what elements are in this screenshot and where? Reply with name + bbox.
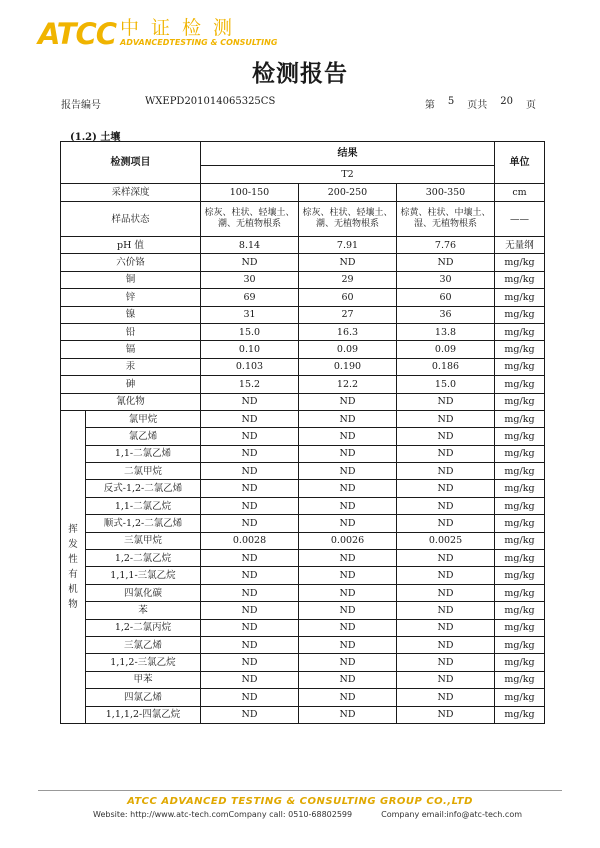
parameter-name: 铜 bbox=[61, 271, 201, 288]
unit-value: mg/kg bbox=[495, 463, 545, 480]
table-row bbox=[61, 237, 545, 254]
result-value: 15.2 bbox=[201, 376, 299, 393]
result-value: ND bbox=[201, 689, 299, 706]
result-value: ND bbox=[201, 445, 299, 462]
result-value: ND bbox=[397, 445, 495, 462]
result-value: ND bbox=[397, 567, 495, 584]
result-value: ND bbox=[397, 463, 495, 480]
result-value: 15.0 bbox=[201, 323, 299, 340]
unit-value: mg/kg bbox=[495, 428, 545, 445]
result-value: ND bbox=[201, 480, 299, 497]
result-value: ND bbox=[201, 254, 299, 271]
result-value: ND bbox=[299, 480, 397, 497]
unit-value: mg/kg bbox=[495, 393, 545, 410]
parameter-name: 汞 bbox=[61, 358, 201, 375]
result-value: 0.0025 bbox=[397, 532, 495, 549]
parameter-name: 1,1-二氯乙烯 bbox=[86, 445, 201, 462]
state-value: 棕灰、柱状、轻壤土、 潮、无植物根系 bbox=[201, 202, 299, 237]
page-mid: 页共 bbox=[467, 100, 488, 111]
table-row bbox=[61, 654, 545, 671]
table-row bbox=[61, 515, 545, 532]
depth-value: 100-150 bbox=[201, 184, 299, 202]
logo-english-name: ADVANCEDTESTING & CONSULTING bbox=[120, 38, 278, 47]
table-row bbox=[61, 341, 545, 358]
footer-divider bbox=[38, 790, 562, 791]
parameter-name: 锌 bbox=[61, 289, 201, 306]
result-value: ND bbox=[299, 654, 397, 671]
section-title: (1.2) 土壤 bbox=[70, 132, 121, 143]
report-number: WXEPD201014065325CS bbox=[145, 96, 276, 107]
result-value: ND bbox=[201, 463, 299, 480]
parameter-name: 三氯乙烯 bbox=[86, 636, 201, 653]
table-row bbox=[61, 619, 545, 636]
result-value: ND bbox=[397, 393, 495, 410]
category-label bbox=[61, 410, 86, 723]
unit-value: mg/kg bbox=[495, 550, 545, 567]
state-unit: —— bbox=[495, 202, 545, 237]
unit-value: mg/kg bbox=[495, 671, 545, 688]
result-value: ND bbox=[201, 497, 299, 514]
result-value: ND bbox=[201, 706, 299, 723]
unit-value: mg/kg bbox=[495, 254, 545, 271]
result-value: 7.91 bbox=[299, 237, 397, 254]
unit-value: mg/kg bbox=[495, 636, 545, 653]
table-row bbox=[61, 706, 545, 723]
result-value: ND bbox=[397, 706, 495, 723]
result-value: ND bbox=[397, 410, 495, 427]
table-row bbox=[61, 689, 545, 706]
table-row bbox=[61, 602, 545, 619]
table-row bbox=[61, 376, 545, 393]
result-value: 0.10 bbox=[201, 341, 299, 358]
table-row bbox=[61, 532, 545, 549]
parameter-name: 砷 bbox=[61, 376, 201, 393]
table-row bbox=[61, 567, 545, 584]
table-row bbox=[61, 671, 545, 688]
result-value: ND bbox=[299, 602, 397, 619]
table-row bbox=[61, 550, 545, 567]
state-label: 样品状态 bbox=[61, 202, 201, 237]
parameter-name: 1,1,1-三氯乙烷 bbox=[86, 567, 201, 584]
page-current: 5 bbox=[447, 96, 455, 107]
result-value: ND bbox=[299, 619, 397, 636]
result-value: ND bbox=[397, 550, 495, 567]
parameter-name: 反式-1,2-二氯乙烯 bbox=[86, 480, 201, 497]
result-value: 15.0 bbox=[397, 376, 495, 393]
unit-value: mg/kg bbox=[495, 445, 545, 462]
result-value: 0.186 bbox=[397, 358, 495, 375]
depth-value: 200-250 bbox=[299, 184, 397, 202]
result-value: 31 bbox=[201, 306, 299, 323]
unit-value: mg/kg bbox=[495, 515, 545, 532]
unit-value: mg/kg bbox=[495, 532, 545, 549]
logo-chinese-name: 中证检测 bbox=[120, 17, 245, 39]
table-row bbox=[61, 306, 545, 323]
table-row bbox=[61, 271, 545, 288]
result-value: ND bbox=[397, 619, 495, 636]
result-value: ND bbox=[397, 654, 495, 671]
parameter-name: 1,2-二氯丙烷 bbox=[86, 619, 201, 636]
result-value: ND bbox=[201, 515, 299, 532]
table-row bbox=[61, 410, 545, 427]
parameter-name: 铅 bbox=[61, 323, 201, 340]
result-value: ND bbox=[201, 654, 299, 671]
result-value: ND bbox=[299, 393, 397, 410]
state-value: 棕黄、柱状、中壤土、 湿、无植物根系 bbox=[397, 202, 495, 237]
result-value: ND bbox=[299, 567, 397, 584]
state-row bbox=[61, 202, 545, 237]
result-value: ND bbox=[397, 497, 495, 514]
page-suffix: 页 bbox=[526, 100, 536, 111]
result-value: 30 bbox=[397, 271, 495, 288]
result-value: ND bbox=[299, 254, 397, 271]
parameter-name: 顺式-1,2-二氯乙烯 bbox=[86, 515, 201, 532]
result-value: 60 bbox=[397, 289, 495, 306]
unit-value: mg/kg bbox=[495, 271, 545, 288]
table-row bbox=[61, 428, 545, 445]
report-meta bbox=[61, 96, 536, 110]
result-value: 12.2 bbox=[299, 376, 397, 393]
logo-wordmark: ATCC bbox=[38, 17, 117, 51]
unit-value: mg/kg bbox=[495, 341, 545, 358]
result-value: ND bbox=[201, 671, 299, 688]
parameter-name: 四氯化碳 bbox=[86, 584, 201, 601]
result-value: ND bbox=[397, 689, 495, 706]
result-value: ND bbox=[397, 671, 495, 688]
header-sample-id: T2 bbox=[201, 166, 495, 184]
result-value: 69 bbox=[201, 289, 299, 306]
unit-value: mg/kg bbox=[495, 602, 545, 619]
unit-value: mg/kg bbox=[495, 689, 545, 706]
parameter-name: 1,2-二氯乙烷 bbox=[86, 550, 201, 567]
unit-value: mg/kg bbox=[495, 376, 545, 393]
footer-website: Website: http://www.atc-tech.comCompany call: 0510-68802599 bbox=[93, 810, 353, 819]
result-value: 27 bbox=[299, 306, 397, 323]
result-value: ND bbox=[397, 254, 495, 271]
unit-value: mg/kg bbox=[495, 584, 545, 601]
table-row bbox=[61, 254, 545, 271]
result-value: 0.103 bbox=[201, 358, 299, 375]
result-value: 0.09 bbox=[397, 341, 495, 358]
result-value: 0.09 bbox=[299, 341, 397, 358]
result-value: 60 bbox=[299, 289, 397, 306]
table-row bbox=[61, 463, 545, 480]
header-unit: 单位 bbox=[495, 142, 545, 184]
depth-value: 300-350 bbox=[397, 184, 495, 202]
result-value: ND bbox=[299, 445, 397, 462]
unit-value: mg/kg bbox=[495, 497, 545, 514]
unit-value: 无量纲 bbox=[495, 237, 545, 254]
results-table bbox=[60, 141, 545, 724]
parameter-name: 1,1,2-三氯乙烷 bbox=[86, 654, 201, 671]
parameter-name: 二氯甲烷 bbox=[86, 463, 201, 480]
result-value: ND bbox=[201, 636, 299, 653]
page-title: 检测报告 bbox=[252, 61, 348, 87]
result-value: ND bbox=[299, 515, 397, 532]
result-value: ND bbox=[201, 584, 299, 601]
unit-value: mg/kg bbox=[495, 480, 545, 497]
unit-value: mg/kg bbox=[495, 654, 545, 671]
table-row bbox=[61, 358, 545, 375]
result-value: ND bbox=[397, 636, 495, 653]
result-value: 0.0028 bbox=[201, 532, 299, 549]
state-value: 棕灰、柱状、轻壤土、 潮、无植物根系 bbox=[299, 202, 397, 237]
company-logo bbox=[38, 18, 277, 50]
report-number-label: 报告编号 bbox=[61, 100, 101, 111]
category-text: 挥发性有机物 bbox=[68, 523, 78, 610]
page-prefix: 第 bbox=[424, 100, 435, 111]
parameter-name: 氰化物 bbox=[61, 393, 201, 410]
unit-value: mg/kg bbox=[495, 358, 545, 375]
depth-row bbox=[61, 184, 545, 202]
result-value: ND bbox=[299, 550, 397, 567]
result-value: ND bbox=[299, 584, 397, 601]
result-value: ND bbox=[397, 602, 495, 619]
unit-value: mg/kg bbox=[495, 706, 545, 723]
unit-value: mg/kg bbox=[495, 619, 545, 636]
parameter-name: 1,1-二氯乙烷 bbox=[86, 497, 201, 514]
result-value: 8.14 bbox=[201, 237, 299, 254]
result-value: ND bbox=[299, 706, 397, 723]
result-value: ND bbox=[299, 497, 397, 514]
parameter-name: 镍 bbox=[61, 306, 201, 323]
header-result: 结果 bbox=[201, 142, 495, 166]
footer-company-name: ATCC ADVANCED TESTING & CONSULTING GROUP CO.,LTD bbox=[127, 796, 473, 807]
depth-unit: cm bbox=[495, 184, 545, 202]
result-value: ND bbox=[201, 602, 299, 619]
result-value: 16.3 bbox=[299, 323, 397, 340]
parameter-name: 氯甲烷 bbox=[86, 410, 201, 427]
result-value: ND bbox=[397, 428, 495, 445]
result-value: ND bbox=[397, 584, 495, 601]
parameter-name: 1,1,1,2-四氯乙烷 bbox=[86, 706, 201, 723]
footer-email: Company email:info@atc-tech.com bbox=[381, 810, 522, 819]
depth-label: 采样深度 bbox=[61, 184, 201, 202]
unit-value: mg/kg bbox=[495, 306, 545, 323]
parameter-name: 四氯乙烯 bbox=[86, 689, 201, 706]
table-row bbox=[61, 497, 545, 514]
result-value: ND bbox=[299, 671, 397, 688]
result-value: ND bbox=[397, 515, 495, 532]
table-row bbox=[61, 636, 545, 653]
table-row bbox=[61, 289, 545, 306]
result-value: 36 bbox=[397, 306, 495, 323]
result-value: 7.76 bbox=[397, 237, 495, 254]
result-value: ND bbox=[201, 428, 299, 445]
parameter-name: 六价铬 bbox=[61, 254, 201, 271]
table-row bbox=[61, 393, 545, 410]
table-row bbox=[61, 584, 545, 601]
result-value: ND bbox=[201, 550, 299, 567]
result-value: 30 bbox=[201, 271, 299, 288]
parameter-name: 三氯甲烷 bbox=[86, 532, 201, 549]
parameter-name: 甲苯 bbox=[86, 671, 201, 688]
unit-value: mg/kg bbox=[495, 410, 545, 427]
page-indicator bbox=[425, 96, 536, 111]
result-value: ND bbox=[201, 410, 299, 427]
table-row bbox=[61, 445, 545, 462]
parameter-name: 苯 bbox=[86, 602, 201, 619]
result-value: 0.190 bbox=[299, 358, 397, 375]
table-row bbox=[61, 323, 545, 340]
result-value: ND bbox=[299, 428, 397, 445]
result-value: 29 bbox=[299, 271, 397, 288]
result-value: ND bbox=[201, 619, 299, 636]
table-row bbox=[61, 480, 545, 497]
result-value: ND bbox=[299, 463, 397, 480]
result-value: ND bbox=[299, 410, 397, 427]
unit-value: mg/kg bbox=[495, 567, 545, 584]
parameter-name: 镉 bbox=[61, 341, 201, 358]
result-value: ND bbox=[299, 636, 397, 653]
result-value: 13.8 bbox=[397, 323, 495, 340]
page-total: 20 bbox=[500, 96, 513, 107]
header-item: 检测项目 bbox=[61, 142, 201, 184]
parameter-name: pH 值 bbox=[61, 237, 201, 254]
unit-value: mg/kg bbox=[495, 289, 545, 306]
parameter-name: 氯乙烯 bbox=[86, 428, 201, 445]
result-value: ND bbox=[201, 567, 299, 584]
result-value: ND bbox=[397, 480, 495, 497]
result-value: ND bbox=[201, 393, 299, 410]
unit-value: mg/kg bbox=[495, 323, 545, 340]
result-value: 0.0026 bbox=[299, 532, 397, 549]
result-value: ND bbox=[299, 689, 397, 706]
